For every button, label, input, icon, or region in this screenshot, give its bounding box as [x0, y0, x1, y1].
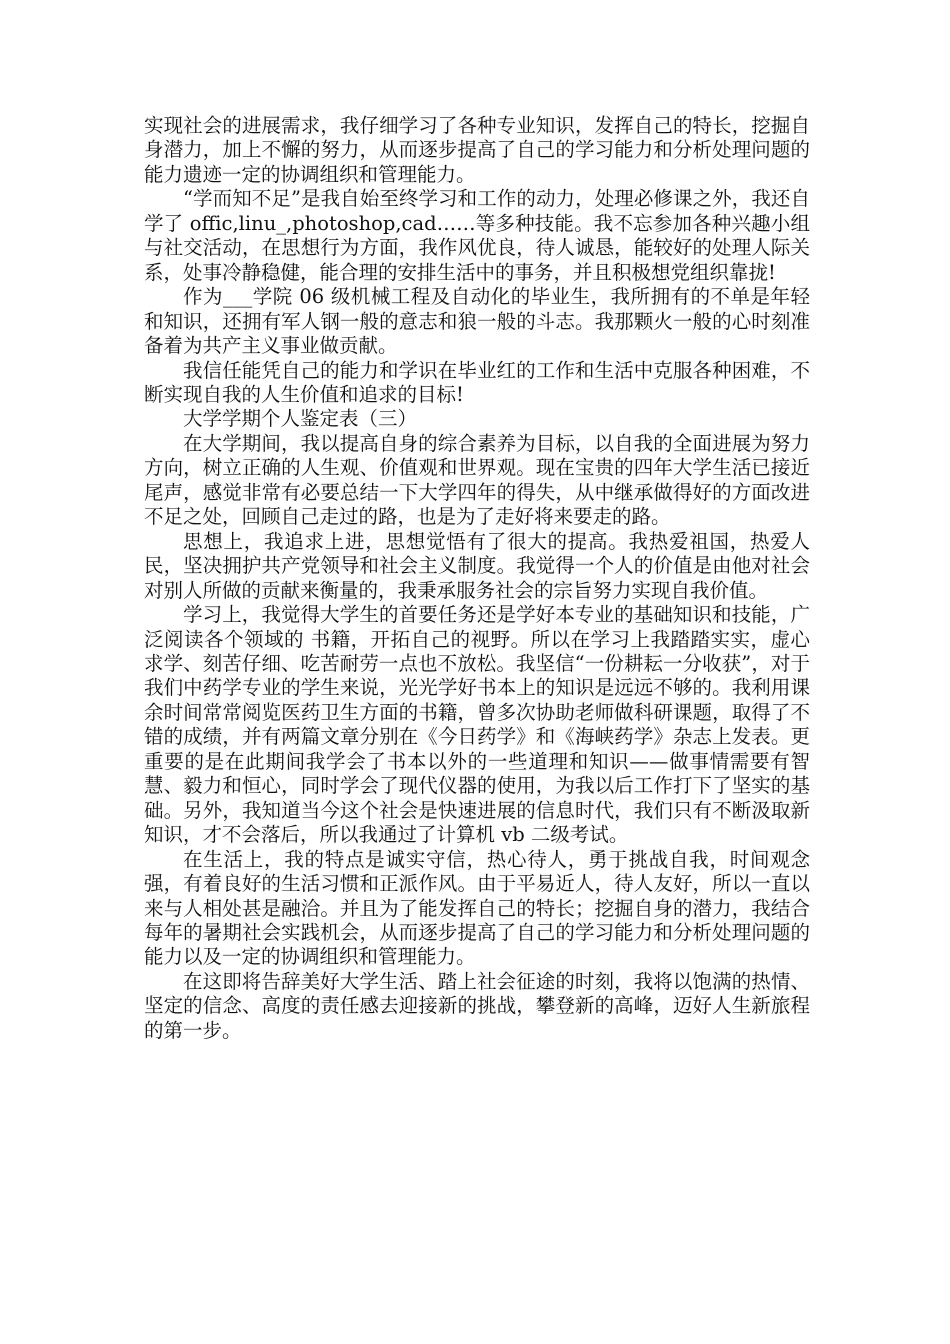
paragraph: 作为___学院 06 级机械工程及自动化的毕业生，我所拥有的不单是年轻和知识，还拥有军人钢一般的意志和狼一般的斗志。我那颗火一般的心时刻准备着为共产主义事业做贡献。: [144, 285, 810, 358]
paragraph: 思想上，我追求上进，思想觉悟有了很大的提高。我热爱祖国，热爱人民，坚决拥护共产党领导和社会主义制度。我觉得一个人的价值是由他对社会对别人所做的贡献来衡量的，我秉承服务社会的宗旨努力实现自我价值。: [144, 529, 810, 602]
paragraph: 在生活上，我的特点是诚实守信，热心待人，勇于挑战自我，时间观念强，有着良好的生活习惯和正派作风。由于平易近人，待人友好，所以一直以来与人相处甚是融洽。并且为了能发挥自己的特长；挖掘自身的潜力，我结合每年的暑期社会实践机会，从而逐步提高了自己的学习能力和分析处理问题的能力以及一定的协调组织和管理能力。: [144, 847, 810, 969]
document-body: [144, 114, 810, 1043]
paragraph: 学习上，我觉得大学生的首要任务还是学好本专业的基础知识和技能，广泛阅读各个领域的 书籍，开拓自己的视野。所以在学习上我踏踏实实，虚心求学、刻苦仔细、吃苦耐劳一点也不放松。我坚信“一份耕耘一分收获”，对于我们中药学专业的学生来说，光光学好书本上的知识是远远不够的。我利用课余时间常常阅览医药卫生方面的书籍，曾多次协助老师做科研课题，取得了不错的成绩，并有两篇文章分别在《今日药学》和《海峡药学》杂志上发表。更重要的是在此期间我学会了书本以外的一些道理和知识——做事情需要有智慧、毅力和恒心，同时学会了现代仪器的使用，为我以后工作打下了坚实的基础。另外，我知道当今这个社会是快速进展的信息时代，我们只有不断汲取新知识，才不会落后，所以我通过了计算机 vb 二级考试。: [144, 603, 810, 847]
paragraph: 实现社会的进展需求，我仔细学习了各种专业知识，发挥自己的特长，挖掘自身潜力，加上不懈的努力，从而逐步提高了自己的学习能力和分析处理问题的能力遗迹一定的协调组织和管理能力。: [144, 114, 810, 186]
paragraph: 在大学期间，我以提高自身的综合素养为目标，以自我的全面进展为努力方向，树立正确的人生观、价值观和世界观。现在宝贵的四年大学生活已接近尾声，感觉非常有必要总结一下大学四年的得失，从中继承做得好的方面改进不足之处，回顾自己走过的路，也是为了走好将来要走的路。: [144, 431, 810, 529]
section-heading: 大学学期个人鉴定表（三）: [183, 407, 418, 431]
paragraph: “学而知不足”是我自始至终学习和工作的动力，处理必修课之外，我还自学了 offic,linu_,photoshop,cad……等多种技能。我不忘参加各种兴趣小组与社交活动，在思想行为方面，我作风优良，待人诚恳，能较好的处理人际关系，处事冷静稳健，能合理的安排生活中的事务，并且积极想党组织靠拢!: [144, 187, 810, 284]
paragraph: 我信任能凭自己的能力和学识在毕业红的工作和生活中克服各种困难，不断实现自我的人生价值和追求的目标!: [144, 358, 810, 406]
paragraph: 在这即将告辞美好大学生活、踏上社会征途的时刻，我将以饱满的热情、坚定的信念、高度的责任感去迎接新的挑战，攀登新的高峰，迈好人生新旅程的第一步。: [144, 969, 810, 1042]
